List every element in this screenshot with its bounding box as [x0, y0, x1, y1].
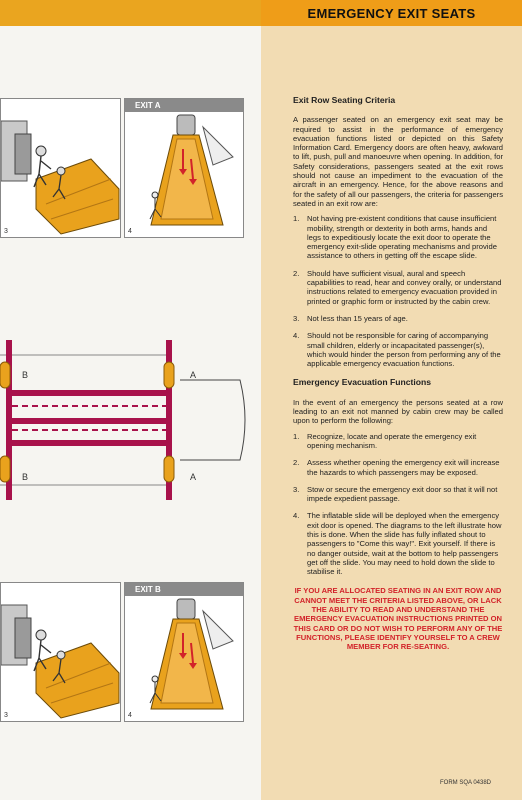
list-item — [293, 214, 503, 260]
panel-number: 3 — [4, 228, 8, 235]
page-title: EMERGENCY EXIT SEATS — [261, 0, 522, 26]
slide-top-view-illustration — [125, 583, 243, 721]
slide-illustration — [1, 99, 120, 237]
functions-heading: Emergency Evacuation Functions — [293, 377, 432, 388]
list-item — [293, 485, 503, 504]
item-text: Should have sufficient visual, aural and speech capabilities to read, hear and convey orally, or understand instructions related to emergency evacuation provided in printed or graphic form or instructed by the cabin crew. — [307, 268, 502, 306]
functions-list — [293, 432, 503, 577]
panel-number: 4 — [128, 712, 132, 719]
item-number: 2. — [293, 268, 300, 278]
slide-top-view-illustration — [125, 99, 243, 237]
item-number: 4. — [293, 511, 300, 521]
item-number: 3. — [293, 313, 300, 323]
door-label-a: A — [190, 370, 197, 380]
list-item — [293, 511, 503, 576]
criteria-list — [293, 214, 503, 368]
list-item — [293, 314, 503, 323]
item-text: Not having pre-existent conditions that cause insufficient mobility, strength or dexterity in both arms, hands and legs to expeditiously locate the exit door to operate the emergency exit-slide operating mechanisms and provide assistance to others in getting off the escape slide. — [307, 214, 497, 261]
panel-step-4-top — [124, 98, 244, 238]
item-number: 2. — [293, 458, 300, 468]
door-label-b: B — [22, 472, 29, 482]
slide-illustration — [1, 583, 120, 721]
item-number: 4. — [293, 331, 300, 341]
door-label-a: A — [190, 472, 197, 482]
form-number: FORM SQA 0438D — [440, 780, 492, 786]
list-item — [293, 269, 503, 306]
door-label-b: B — [22, 370, 29, 380]
item-number: 3. — [293, 484, 300, 494]
item-text: Should not be responsible for caring of accompanying small children, elderly or incapacitated passenger(s), which would hinder the person from performing any of the applicable emergency evacuation functions. — [307, 331, 501, 369]
top-strip — [0, 0, 261, 26]
list-item — [293, 458, 503, 477]
item-number: 1. — [293, 214, 300, 224]
instructions-text — [293, 96, 503, 652]
item-text: Assess whether opening the emergency exit will increase the hazards to which passengers may be exposed. — [307, 458, 500, 477]
criteria-intro: A passenger seated on an emergency exit seat may be required to assist in the performance of emergency evacuation functions listed or depicted on this Safety Information Card. Emergency doors are often heavy, awkward to lift, push, pull and manoeuvre when opening. In addition, for Safety considerations, passengers seated at the exit rows should not cause an impediment to the evacuation of the aircraft in an emergency. Hence, for the above reasons and for the safety of all our passengers, the criteria for passengers seated in an exit row are: — [293, 115, 503, 208]
panel-step-3-top — [0, 98, 121, 238]
panel-number: 4 — [128, 228, 132, 235]
panel-step-4-bottom — [124, 582, 244, 722]
item-text: Not less than 15 years of age. — [307, 313, 408, 323]
functions-intro: In the event of an emergency the persons seated at a row leading to an exit not manned by cabin crew may be called upon to perform the following: — [293, 397, 503, 426]
list-item — [293, 331, 503, 368]
panel-step-3-bottom — [0, 582, 121, 722]
item-text: Stow or secure the emergency exit door so that it will not impede expedient passage. — [307, 484, 498, 504]
exit-a-label: EXIT A — [125, 99, 243, 112]
item-number: 1. — [293, 431, 300, 441]
panel-number: 3 — [4, 712, 8, 719]
exit-b-label: EXIT B — [125, 583, 243, 596]
item-text: Recognize, locate and operate the emergency exit opening mechanism. — [307, 431, 477, 450]
list-item — [293, 432, 503, 451]
aircraft-exit-plan — [0, 340, 261, 500]
reseating-warning: IF YOU ARE ALLOCATED SEATING IN AN EXIT ROW AND CANNOT MEET THE CRITERIA LISTED ABOVE, OR LACK THE ABILITY TO READ AND UNDERSTAND THE EMERGENCY EVACUATION INSTRUCTIONS PRINTED ON THIS CARD OR DO NOT WISH TO PERFORM ANY OF THE FUNCTIONS, PLEASE IDENTIFY YOURSELF TO A CREW MEMBER FOR RE-SEATING. — [293, 586, 503, 652]
item-text: The inflatable slide will be deployed when the emergency exit door is opened. The diagrams to the left illustrate how this is done. When the slide has fully inflated shout to passengers to "Come this way!". Exit yourself. If there is no danger outside, wait at the bottom to help passengers get off the slide. You may need to hold down the slide to stabilise it. — [307, 511, 502, 577]
criteria-heading: Exit Row Seating Criteria — [293, 95, 396, 105]
